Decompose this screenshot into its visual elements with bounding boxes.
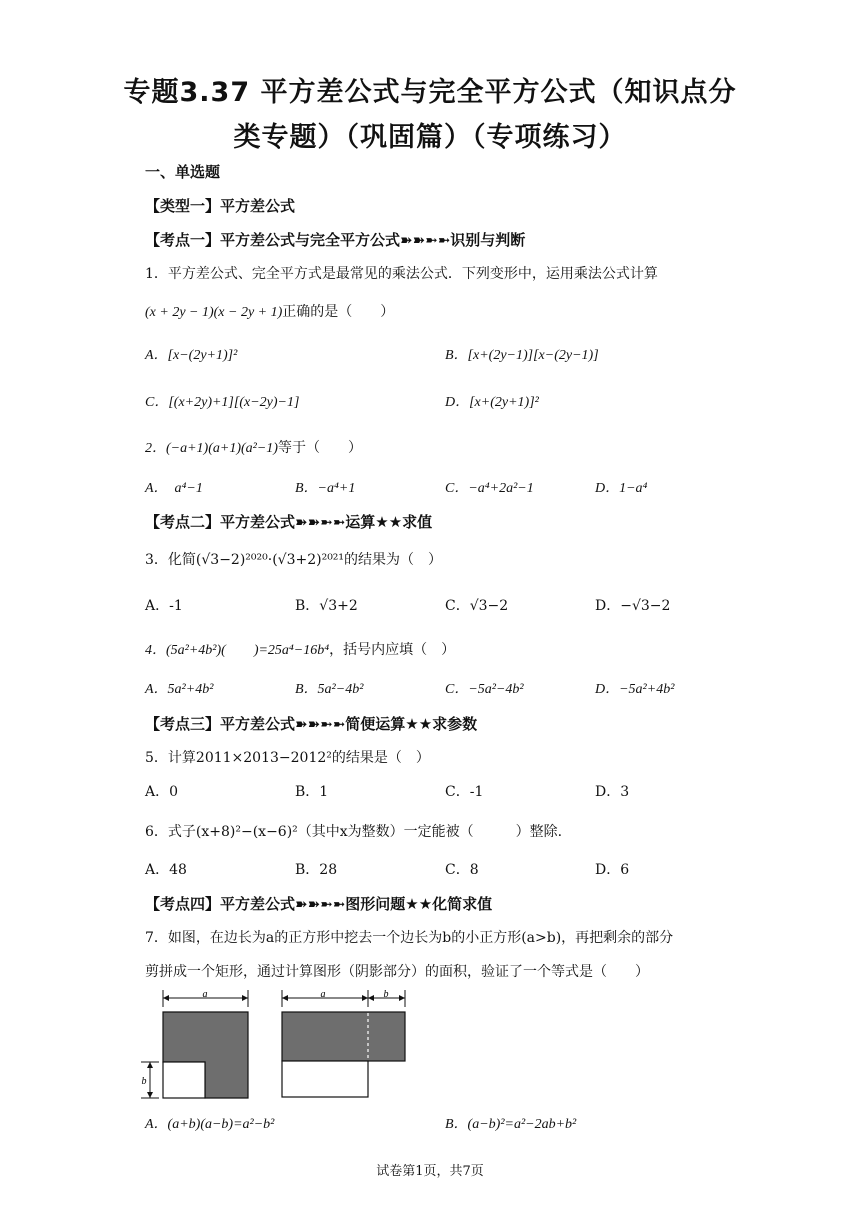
page-title-line1: 专题3.37 平方差公式与完全平方公式（知识点分: [123, 77, 737, 108]
type-heading: 【类型一】平方差公式: [145, 197, 296, 215]
question-5-option-b: B．1: [295, 784, 329, 800]
question-4-stem: [145, 640, 455, 661]
question-1-expression: (x + 2y − 1)(x − 2y + 1): [145, 305, 283, 320]
question-3-option-c: C．√3−2: [445, 598, 509, 614]
question-4-option-a: A．5a²+4b²: [145, 682, 214, 697]
question-4-option-c: C．−5a²−4b²: [445, 682, 524, 697]
question-7-option-b: B．(a−b)²=a²−2ab+b²: [445, 1117, 577, 1132]
kaodian-heading-2: 【考点二】平方差公式➽➽➼➼运算★★求值: [145, 513, 433, 531]
question-3-option-d: D．−√3−2: [595, 598, 671, 614]
question-7-stem: 7．如图，在边长为a的正方形中挖去一个边长为b的小正方形(a>b)，再把剩余的部分: [145, 930, 674, 946]
question-5-option-c: C．-1: [445, 784, 484, 800]
question-4-stem-text: ，括号内应填（ ）: [329, 642, 456, 658]
question-2-option-c: C．−a⁴+2a²−1: [445, 481, 534, 496]
question-3-option-b: B．√3+2: [295, 598, 358, 614]
question-1-option-b: B．[x+(2y−1)][x−(2y−1)]: [445, 348, 599, 363]
question-2-expression: 2．(−a+1)(a+1)(a²−1): [145, 441, 278, 456]
question-3-expression: 3．化简(√3−2)²⁰²⁰·(√3+2)²⁰²¹: [145, 552, 345, 568]
question-5-option-d: D．3: [595, 784, 630, 800]
question-4-option-d: D．−5a²+4b²: [595, 682, 675, 697]
question-7-stem-line2: 剪拼成一个矩形，通过计算图形（阴影部分）的面积，验证了一个等式是（ ）: [145, 964, 649, 980]
question-1-stem-line2: [145, 302, 394, 323]
question-2-stem-text: 等于（ ）: [277, 440, 362, 456]
question-6-option-c: C．8: [445, 862, 479, 878]
question-6-option-d: D．6: [595, 862, 630, 878]
question-1-stem: 1．平方差公式、完全平方式是最常见的乘法公式．下列变形中，运用乘法公式计算: [145, 266, 658, 282]
kaodian-heading-3: 【考点三】平方差公式➽➽➼➼简便运算★★求参数: [145, 715, 478, 733]
kaodian-heading-4: 【考点四】平方差公式➽➽➼➼图形问题★★化简求值: [145, 895, 493, 913]
question-1-option-a: A．[x−(2y+1)]²: [145, 348, 238, 363]
question-4-expression: 4．(5a²+4b²)( )=25a⁴−16b⁴: [145, 643, 330, 658]
section-heading: 一、单选题: [145, 163, 221, 181]
question-2-stem: [145, 438, 362, 459]
arrow3-right-icon: [399, 995, 405, 1001]
dim-b-label: b: [141, 1076, 147, 1087]
shaded-rectangle: [282, 1012, 405, 1061]
question-6-option-a: A．48: [145, 862, 187, 878]
question-2-option-d: D．1−a⁴: [595, 481, 648, 496]
page-footer: 试卷第1页，共7页: [376, 1164, 484, 1179]
question-5-stem: 5．计算2011×2013−2012²的结果是（ ）: [145, 750, 430, 766]
dim2-a-label: a: [320, 989, 326, 1000]
kaodian-heading-1: 【考点一】平方差公式与完全平方公式➽➽➼➼识别与判断: [145, 231, 526, 249]
question-2-option-b: B．−a⁴+1: [295, 481, 356, 496]
page-title-line2: 类专题）（巩固篇）（专项练习）: [233, 122, 627, 153]
question-2-option-a: A． a⁴−1: [145, 481, 203, 496]
arrow3-left-icon: [368, 995, 374, 1001]
square-minus-square-figure: [135, 985, 260, 1105]
removed-small-square: [163, 1062, 205, 1098]
arrow-down-icon: [147, 1092, 153, 1098]
question-5-option-a: A．0: [145, 784, 179, 800]
arrow2-right-icon: [362, 995, 368, 1001]
arrow2-left-icon: [282, 995, 288, 1001]
arrow-right-icon: [242, 995, 248, 1001]
question-7-option-a: A．(a+b)(a−b)=a²−b²: [145, 1117, 275, 1132]
question-4-option-b: B．5a²−4b²: [295, 682, 364, 697]
blank-rectangle: [282, 1061, 368, 1097]
question-6-stem: 6．式子(x+8)²−(x−6)²（其中x为整数）一定能被（ ）整除.: [145, 824, 563, 840]
question-1-option-d: D．[x+(2y+1)]²: [445, 395, 539, 410]
question-1-option-c: C．[(x+2y)+1][(x−2y)−1]: [145, 395, 300, 410]
arrow-up-icon: [147, 1062, 153, 1068]
question-1-stem-text: 正确的是（ ）: [282, 304, 395, 320]
rearranged-rectangle-figure: [275, 985, 415, 1105]
arrow-left-icon: [163, 995, 169, 1001]
dim-a-label: a: [202, 989, 208, 1000]
dim2-b-label: b: [383, 989, 389, 1000]
question-3-stem: [145, 550, 442, 570]
question-3-option-a: A．-1: [145, 598, 183, 614]
question-3-stem-text: 的结果为（ ）: [344, 552, 443, 568]
question-6-option-b: B．28: [295, 862, 338, 878]
